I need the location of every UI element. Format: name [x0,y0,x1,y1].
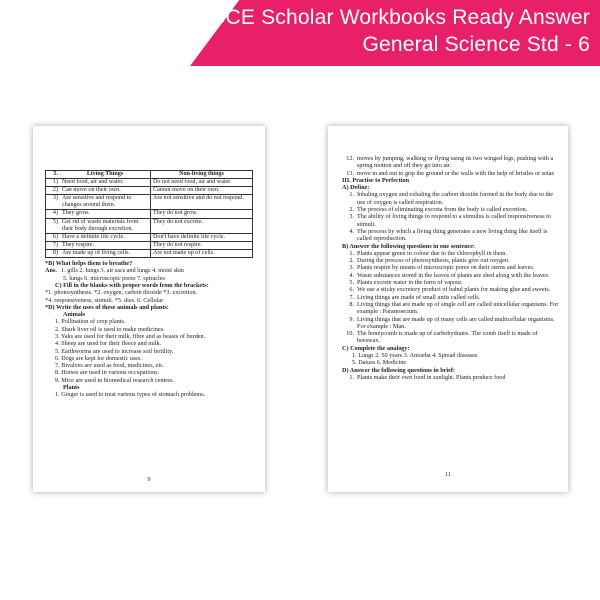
item-number: 1. [349,373,354,381]
item-text: moves by jumping, walking or flying using its two winged legs, pushing with a spring motion and off they go into air. [357,155,554,170]
table-header-living: Living Things [60,171,151,179]
table-row [46,241,253,249]
table-cell-number: 5) [46,218,61,233]
table-row [46,218,253,233]
item-text: Plants excrete water in the form of vapour. [357,279,463,287]
list-item: 7. Bivalves are used as food, medicines, etc. [55,362,165,370]
item-text: Plants appear green in colour due to the chlorophyll in them. [357,249,508,257]
list-item: 1. Pollination of crop plants. [55,318,126,326]
item-text: Plants make their own food in sunlight. Plants produce food [357,373,506,381]
table-cell-nonliving: Cannot move on their own. [151,187,253,195]
question-c-heading: C) Fill in the blanks with proper words from the brackets: [55,281,209,289]
list-item: 9. Mice are used in biomedical research centres. [55,376,175,384]
list-item: 2. Shark liver oil is used to make medicines. [55,325,165,333]
item-text: During the process of photosynthesis, plants give out oxygen. [357,257,510,265]
item-text: Waste substances stored in the leaves of plants are shed along with the leaves. [357,271,550,279]
left-page-content [45,170,257,399]
list-item [342,264,560,271]
table-cell-number: 6) [46,233,61,241]
item-number: 4. [349,271,354,279]
question-b-heading: *B) What helps them to breathe? [45,260,133,268]
item-text: move in and out to grip the ground or the walls with the help of bristles or setae [357,169,555,177]
question-a-heading: A) Define: [342,184,370,192]
table-cell-living: Are made up of living cells. [60,249,151,257]
table-row [46,249,253,257]
item-text: Plants respire by means of microscopic pores on their stems and leaves. [357,264,535,272]
item-text: Living things are made of small units called cells. [357,293,481,301]
item-text: We use a sticky excretory product of babul plants for making glue and sweets. [357,286,551,294]
table-cell-nonliving: Don't have definite life cycle. [151,233,253,241]
list-item [342,294,560,301]
table-cell-nonliving: Do not need food, air and water. [151,179,253,187]
table-cell-number: 3) [46,195,61,210]
question-d-heading: D) Answer the following questions in brief: [342,366,455,374]
animals-subheading: Animals [63,311,86,319]
plants-subheading: Plants [63,384,80,392]
list-item [342,228,560,243]
title-banner [0,0,600,66]
list-item [342,191,560,206]
list-item: 4. Sheep are used for their fleece and milk. [55,340,162,348]
section-heading: III. Practise to Perfection [342,176,410,184]
item-text: Inhaling oxygen and exhaling the carbon dioxide formed in the body due to the use of oxygen is called respiration. [357,191,554,206]
list-item [342,206,560,213]
item-number: 2. [349,257,354,265]
table-row [46,195,253,210]
table-row [46,179,253,187]
table-header-number: 5. [46,171,61,179]
item-text: The process by which a living thing generates a new living thing like itself is called reproduction. [357,227,548,243]
answer-b-line1: 1. gills 2. lungs 3. air sacs and lungs 4. moist skin [61,267,184,275]
item-number: 5. [349,279,354,287]
table-row [46,233,253,241]
item-number: 6. [349,286,354,294]
table-cell-living: Are sensitive and respond to changes around them. [60,195,151,210]
list-item: 6. Dogs are kept for domestic uses. [55,354,142,362]
item-number: 4. [349,227,354,235]
item-number: 7. [349,293,354,301]
item-text: The honeycomb is made up of carbohydrates. The comb itself is made of beeswax. [357,330,538,345]
page-number: 9 [147,477,151,483]
list-item [342,272,560,279]
list-item: 5. Earthworms are used to increase soil fertility. [55,347,174,355]
left-page [33,126,265,492]
list-item [342,301,560,316]
item-text: The ability of living things to respond to a stimulus is called responsiveness to stimuli. [357,213,552,228]
item-number: 12. [346,155,354,162]
item-number: 3. [349,213,354,221]
item-number: 9. [349,315,354,323]
list-item [342,213,560,228]
living-nonliving-table [45,170,253,258]
list-item: 3. Yaks are used for their milk, fibre and as beasts of burden. [55,333,206,340]
table-cell-nonliving: They do not grow. [151,210,253,218]
right-page [328,126,568,492]
animals-list [45,318,257,384]
table-cell-living: Get rid of waste materials from their body through excretion. [60,218,151,233]
answer-c-line1: 1. Lungs 2. 50 years 3. Amoeba 4. Spread diseases [352,352,478,360]
page-number: 11 [445,472,451,478]
answer-c-line2: *4. responsiveness, stimuli. *5. dies. 6. Cellular [45,296,164,304]
table-cell-nonliving: They do not excrete. [151,218,253,233]
item-number: 13. [346,169,354,177]
table-row [46,210,253,218]
table-cell-nonliving: Are not made up of cells. [151,249,253,257]
list-item [342,374,560,381]
item-number: 3. [349,264,354,272]
list-item [342,250,560,257]
list-item: 8. Horses are used in various occupations. [55,369,160,377]
list-item [342,170,560,177]
table-cell-number: 1) [46,179,61,187]
table-header-row [46,171,253,179]
list-item: 1. Ginger is used to treat various types of stomach problems. [55,391,206,399]
item-number: 1. [349,191,354,199]
item-number: 8. [349,300,354,308]
answer-b-line2: 5. lungs 6. microscopic pores 7. spiracles [63,274,165,282]
list-item [342,286,560,293]
item-number: 10. [346,330,354,338]
table-body [46,179,253,258]
list-item [342,257,560,264]
item-number: 1. [349,249,354,257]
answer-c-line1: *1. photosynthesis. *2. oxygen, carbon dioxide *3. excretion. [45,289,198,297]
banner-subtitle: General Science Std - 6 [362,33,590,56]
table-cell-number: 2) [46,187,61,195]
right-page-content [342,155,560,381]
list-item [342,316,560,331]
list-item [342,279,560,286]
item-text: Living things that are made up of single cell are called unicellular organisms. For example : Paramoecium. [357,300,559,316]
table-cell-living: They grow. [60,210,151,218]
table-cell-number: 4) [46,210,61,218]
table-cell-living: Can move on their own. [60,187,151,195]
plants-list [45,391,257,398]
item-number: 2. [349,206,354,214]
list-item [342,155,560,170]
table-cell-nonliving: Are not sensitive and do not respond. [151,195,253,210]
table-header-nonliving: Non-living things [151,171,253,179]
item-text: Living things that are made up of many cells are called multicellular organisms. For example : Man. [357,315,555,330]
table-cell-living: They respire. [60,241,151,249]
answer-b [45,267,257,274]
item-text: The process of eliminating excreta from the body is called excretion. [357,206,528,214]
list-item [342,330,560,345]
question-b-heading: B) Answer the following questions in one sentence: [342,242,476,250]
table-cell-number: 7) [46,241,61,249]
table-cell-nonliving: They do not respire. [151,241,253,249]
answer-label: Ans. [45,267,57,275]
answer-c-line2: 5. Datura 6. Medicine [352,359,407,367]
table-row [46,187,253,195]
question-c-heading: C) Complete the analogy: [342,344,410,352]
table-cell-living: Have a definite life cycle. [60,233,151,241]
question-d-heading: *D) Write the uses of these animals and plants: [45,303,169,311]
table-cell-living: Need food, air and water. [60,179,151,187]
table-cell-number: 8) [46,249,61,257]
banner-title: CCE Scholar Workbooks Ready Answer [210,6,590,29]
